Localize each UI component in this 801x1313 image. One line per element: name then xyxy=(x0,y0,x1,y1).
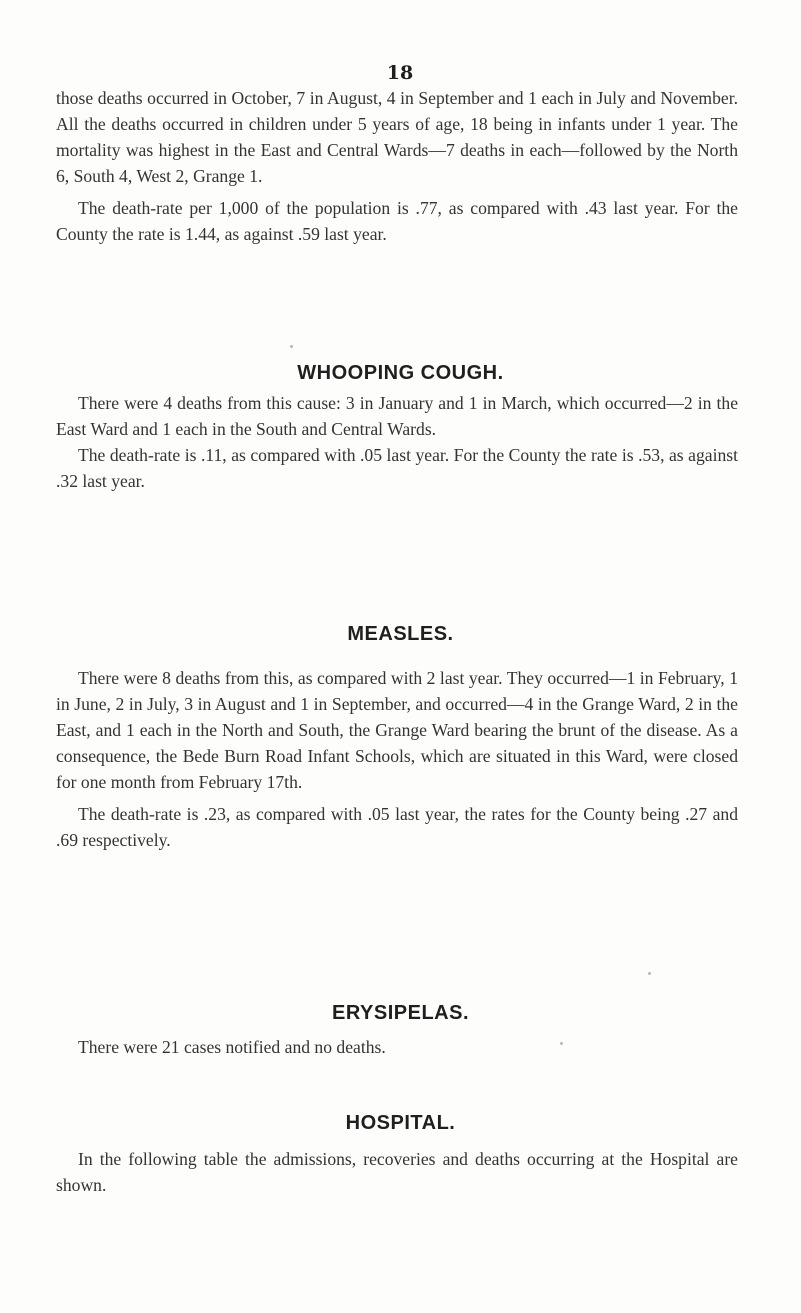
erysipelas-section xyxy=(56,1034,738,1060)
paper-speck xyxy=(648,972,651,975)
page-number: 18 xyxy=(386,62,414,84)
measles-paragraph-2: The death-rate is .23, as compared with .05 last year, the rates for the County being .27 and .69 respectively. xyxy=(56,804,738,850)
paper-speck xyxy=(560,1042,563,1045)
measles-paragraph-1: There were 8 deaths from this, as compared with 2 last year. They occurred—1 in February, 1 in June, 2 in July, 3 in August and 1 in September, and occurred—4 in the Grange Ward, 2 in the East, and 1 each in the North and South, the Grange Ward bearing the brunt of the disease. As a consequence, the Bede Burn Road Infant Schools, which are situated in this Ward, were closed for one month from February 17th. xyxy=(56,668,738,792)
whooping-cough-heading: WHOOPING COUGH. xyxy=(297,362,504,384)
intro-paragraph-1: those deaths occurred in October, 7 in August, 4 in September and 1 each in July and November. All the deaths occurred in children under 5 years of age, 18 being in infants under 1 year. The mortality was highest in the East and Central Wards—7 deaths in each—followed by the North 6, South 4, West 2, Grange 1. xyxy=(56,88,738,186)
whooping-cough-section xyxy=(56,390,738,494)
intro-paragraph-2: The death-rate per 1,000 of the population is .77, as compared with .43 last year. For the County the rate is 1.44, as against .59 last year. xyxy=(56,198,738,244)
hospital-paragraph-1: In the following table the admissions, recoveries and deaths occurring at the Hospital are shown. xyxy=(56,1149,738,1195)
erysipelas-paragraph-1: There were 21 cases notified and no deaths. xyxy=(78,1037,386,1057)
hospital-heading: HOSPITAL. xyxy=(345,1112,456,1134)
measles-heading: MEASLES. xyxy=(347,623,454,645)
paper-speck xyxy=(290,345,293,348)
hospital-section xyxy=(56,1146,738,1198)
whooping-cough-paragraph-1: There were 4 deaths from this cause: 3 in January and 1 in March, which occurred—2 in the East Ward and 1 each in the South and Central Wards. xyxy=(56,393,738,439)
measles-section xyxy=(56,665,738,853)
whooping-cough-paragraph-2: The death-rate is .11, as compared with .05 last year. For the County the rate is .53, as against .32 last year. xyxy=(56,445,738,491)
erysipelas-heading: ERYSIPELAS. xyxy=(331,1002,469,1024)
intro-section xyxy=(56,85,738,247)
